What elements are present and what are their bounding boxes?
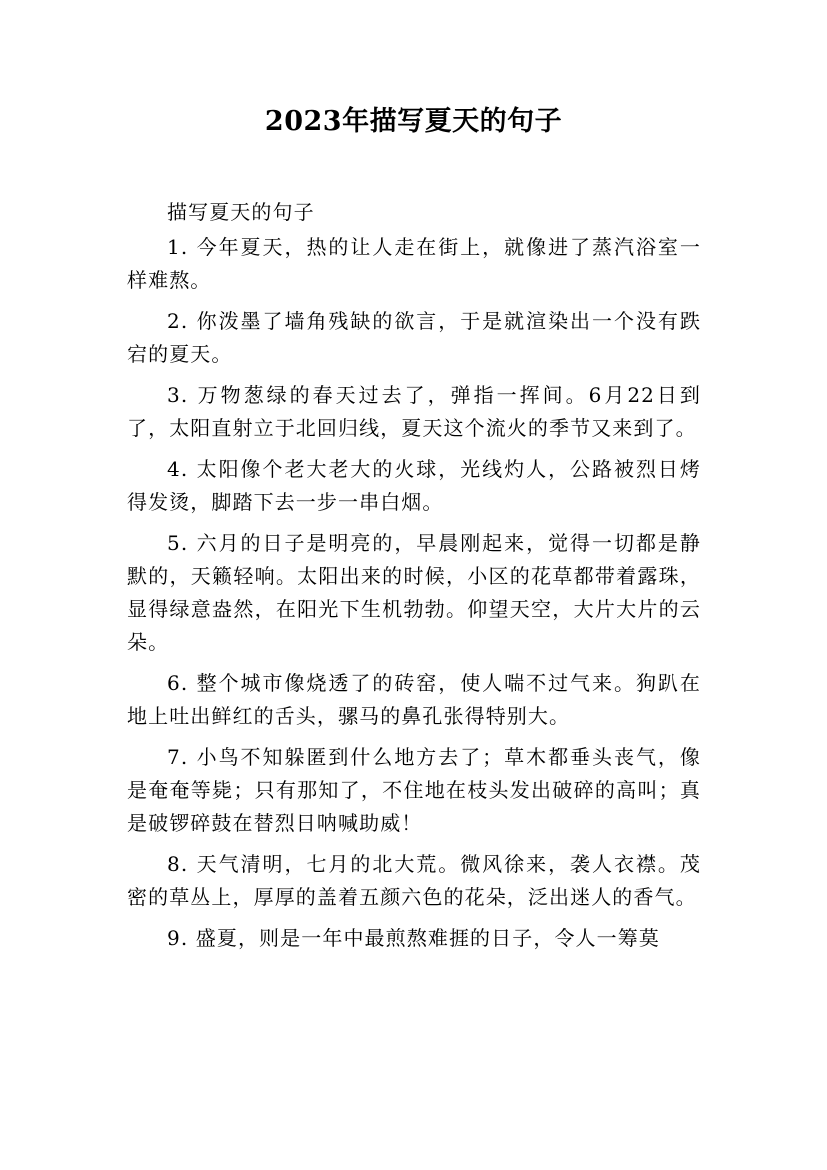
paragraph-2: 2. 你泼墨了墙角残缺的欲言，于是就渲染出一个没有跌宕的夏天。 bbox=[127, 309, 701, 366]
paragraph-9: 9. 盛夏，则是一年中最煎熬难捱的日子，令人一筹莫 bbox=[167, 926, 660, 950]
document-body bbox=[127, 196, 701, 963]
paragraph-8: 8. 天气清明，七月的北大荒。微风徐来，袭人衣襟。茂密的草丛上，厚厚的盖着五颜六色的花朵，泛出迷人的香气。 bbox=[127, 852, 701, 909]
paragraph-6: 6. 整个城市像烧透了的砖窑，使人喘不过气来。狗趴在地上吐出鲜红的舌头，骡马的鼻孔张得特别大。 bbox=[127, 671, 701, 728]
paragraph-4: 4. 太阳像个老大老大的火球，光线灼人，公路被烈日烤得发烫，脚踏下去一步一串白烟。 bbox=[127, 457, 701, 514]
paragraph-7: 7. 小鸟不知躲匿到什么地方去了；草木都垂头丧气，像是奄奄等毙；只有那知了，不住地在枝头发出破碎的高叫；真是破锣碎鼓在替烈日呐喊助威！ bbox=[127, 745, 701, 835]
section-heading: 描写夏天的句子 bbox=[167, 200, 315, 224]
document-title: 2023年描写夏天的句子 bbox=[264, 106, 563, 137]
paragraph-5: 5. 六月的日子是明亮的，早晨刚起来，觉得一切都是静默的，天籁轻响。太阳出来的时候，小区的花草都带着露珠，显得绿意盎然，在阳光下生机勃勃。仰望天空，大片大片的云朵。 bbox=[127, 531, 701, 654]
paragraph-3: 3. 万物葱绿的春天过去了，弹指一挥间。6月22日到了，太阳直射立于北回归线，夏天这个流火的季节又来到了。 bbox=[127, 383, 701, 440]
paragraph-1: 1. 今年夏天，热的让人走在街上，就像进了蒸汽浴室一样难熬。 bbox=[127, 235, 701, 292]
